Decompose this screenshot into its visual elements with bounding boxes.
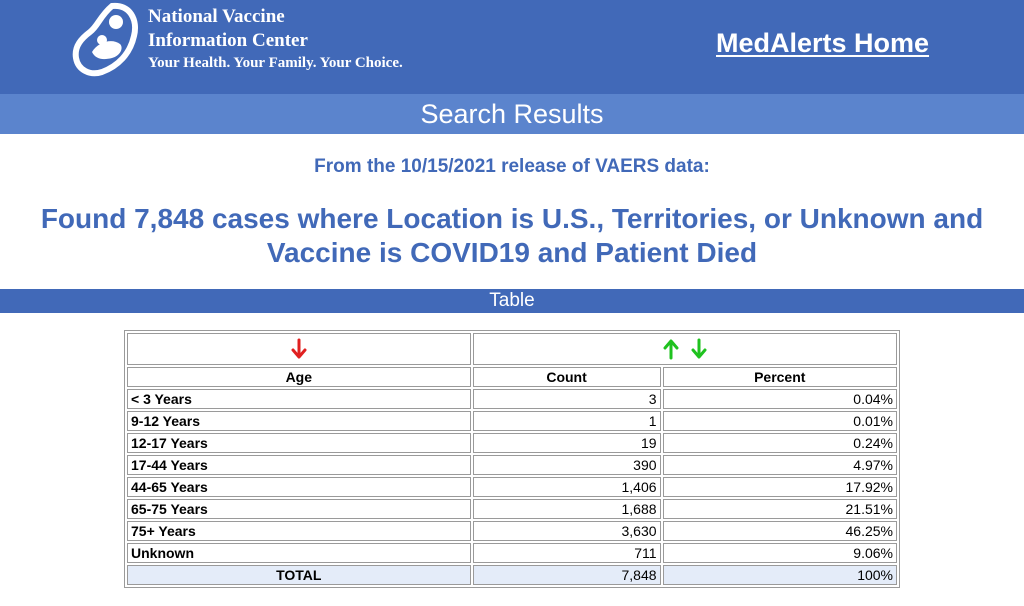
percent-cell: 0.01%	[663, 411, 897, 431]
site-header	[0, 0, 1024, 94]
arrow-up-icon[interactable]	[663, 338, 679, 360]
total-label: TOTAL	[127, 565, 471, 585]
table-row	[127, 477, 897, 497]
org-name	[148, 5, 308, 53]
results-table	[124, 330, 900, 588]
table-row	[127, 433, 897, 453]
table-row	[127, 521, 897, 541]
count-sort-cell	[473, 333, 897, 365]
count-cell: 711	[473, 543, 661, 563]
count-cell: 1,406	[473, 477, 661, 497]
count-cell: 1	[473, 411, 661, 431]
percent-cell: 17.92%	[663, 477, 897, 497]
age-cell: Unknown	[127, 543, 471, 563]
count-cell: 390	[473, 455, 661, 475]
release-info: From the 10/15/2021 release of VAERS data:	[314, 156, 710, 177]
header-row	[127, 367, 897, 387]
table-row	[127, 455, 897, 475]
age-cell: < 3 Years	[127, 389, 471, 409]
sort-row	[127, 333, 897, 365]
nvic-logo-icon[interactable]	[72, 2, 140, 78]
age-cell: 44-65 Years	[127, 477, 471, 497]
org-name-line1: National Vaccine	[148, 6, 285, 27]
percent-cell: 46.25%	[663, 521, 897, 541]
total-percent: 100%	[663, 565, 897, 585]
count-cell: 1,688	[473, 499, 661, 519]
medalerts-home-link[interactable]: MedAlerts Home	[716, 28, 930, 58]
org-tagline: Your Health. Your Family. Your Choice.	[148, 55, 403, 71]
age-cell: 9-12 Years	[127, 411, 471, 431]
percent-cell: 0.24%	[663, 433, 897, 453]
age-cell: 75+ Years	[127, 521, 471, 541]
age-column-header: Age	[127, 367, 471, 387]
search-results-title: Search Results	[0, 94, 1024, 134]
arrow-down-icon[interactable]	[291, 338, 307, 360]
percent-cell: 21.51%	[663, 499, 897, 519]
total-count: 7,848	[473, 565, 661, 585]
count-column-header: Count	[473, 367, 661, 387]
table-row	[127, 389, 897, 409]
table-section-title: Table	[0, 289, 1024, 313]
count-cell: 3	[473, 389, 661, 409]
org-name-line2: Information Center	[148, 30, 308, 51]
age-cell: 12-17 Years	[127, 433, 471, 453]
count-cell: 3,630	[473, 521, 661, 541]
arrow-down-icon[interactable]	[691, 338, 707, 360]
percent-column-header: Percent	[663, 367, 897, 387]
table-row	[127, 499, 897, 519]
percent-cell: 0.04%	[663, 389, 897, 409]
age-cell: 65-75 Years	[127, 499, 471, 519]
age-cell: 17-44 Years	[127, 455, 471, 475]
table-row	[127, 543, 897, 563]
results-summary: Found 7,848 cases where Location is U.S., Territories, or Unknown and Vaccine is COVID19 and Patient Died	[40, 203, 984, 268]
table-row	[127, 411, 897, 431]
age-sort-cell	[127, 333, 471, 365]
total-row	[127, 565, 897, 585]
count-cell: 19	[473, 433, 661, 453]
percent-cell: 9.06%	[663, 543, 897, 563]
percent-cell: 4.97%	[663, 455, 897, 475]
